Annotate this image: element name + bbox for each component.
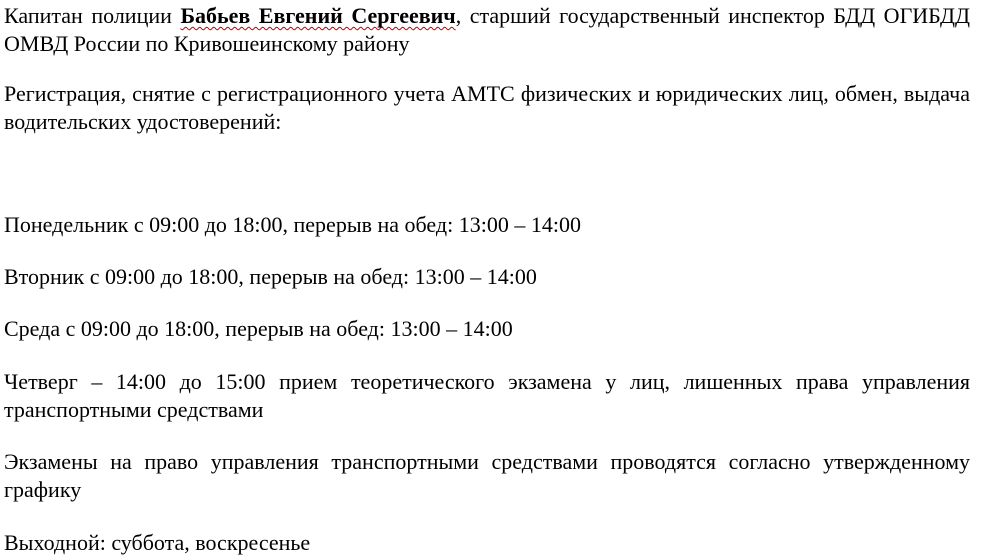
schedule-tuesday: Вторник с 09:00 до 18:00, перерыв на обед: 13:00 – 14:00: [4, 264, 537, 289]
inspector-position: , старший государственный инспектор БДД ОГИБДД ОМВД России по Кривошеинскому району: [4, 3, 970, 56]
inspector-rank: Капитан полиции: [4, 3, 172, 28]
days-off: Выходной: суббота, воскресенье: [4, 530, 311, 555]
schedule-wednesday: Среда с 09:00 до 18:00, перерыв на обед: 13:00 – 14:00: [4, 316, 513, 341]
inspector-paragraph: [4, 2, 970, 58]
inspector-name: Бабьев Евгений Сергеевич: [180, 3, 456, 28]
schedule-monday: Понедельник с 09:00 до 18:00, перерыв на обед: 13:00 – 14:00: [4, 212, 581, 237]
schedule-thursday: Четверг – 14:00 до 15:00 прием теоретического экзамена у лиц, лишенных права управления транспортными средствами: [4, 369, 970, 422]
exams-note: Экзамены на право управления транспортными средствами проводятся согласно утвержденному графику: [4, 449, 970, 502]
services-intro: Регистрация, снятие с регистрационного учета АМТС физических и юридических лиц, обмен, выдача водительских удостоверений:: [4, 81, 970, 134]
